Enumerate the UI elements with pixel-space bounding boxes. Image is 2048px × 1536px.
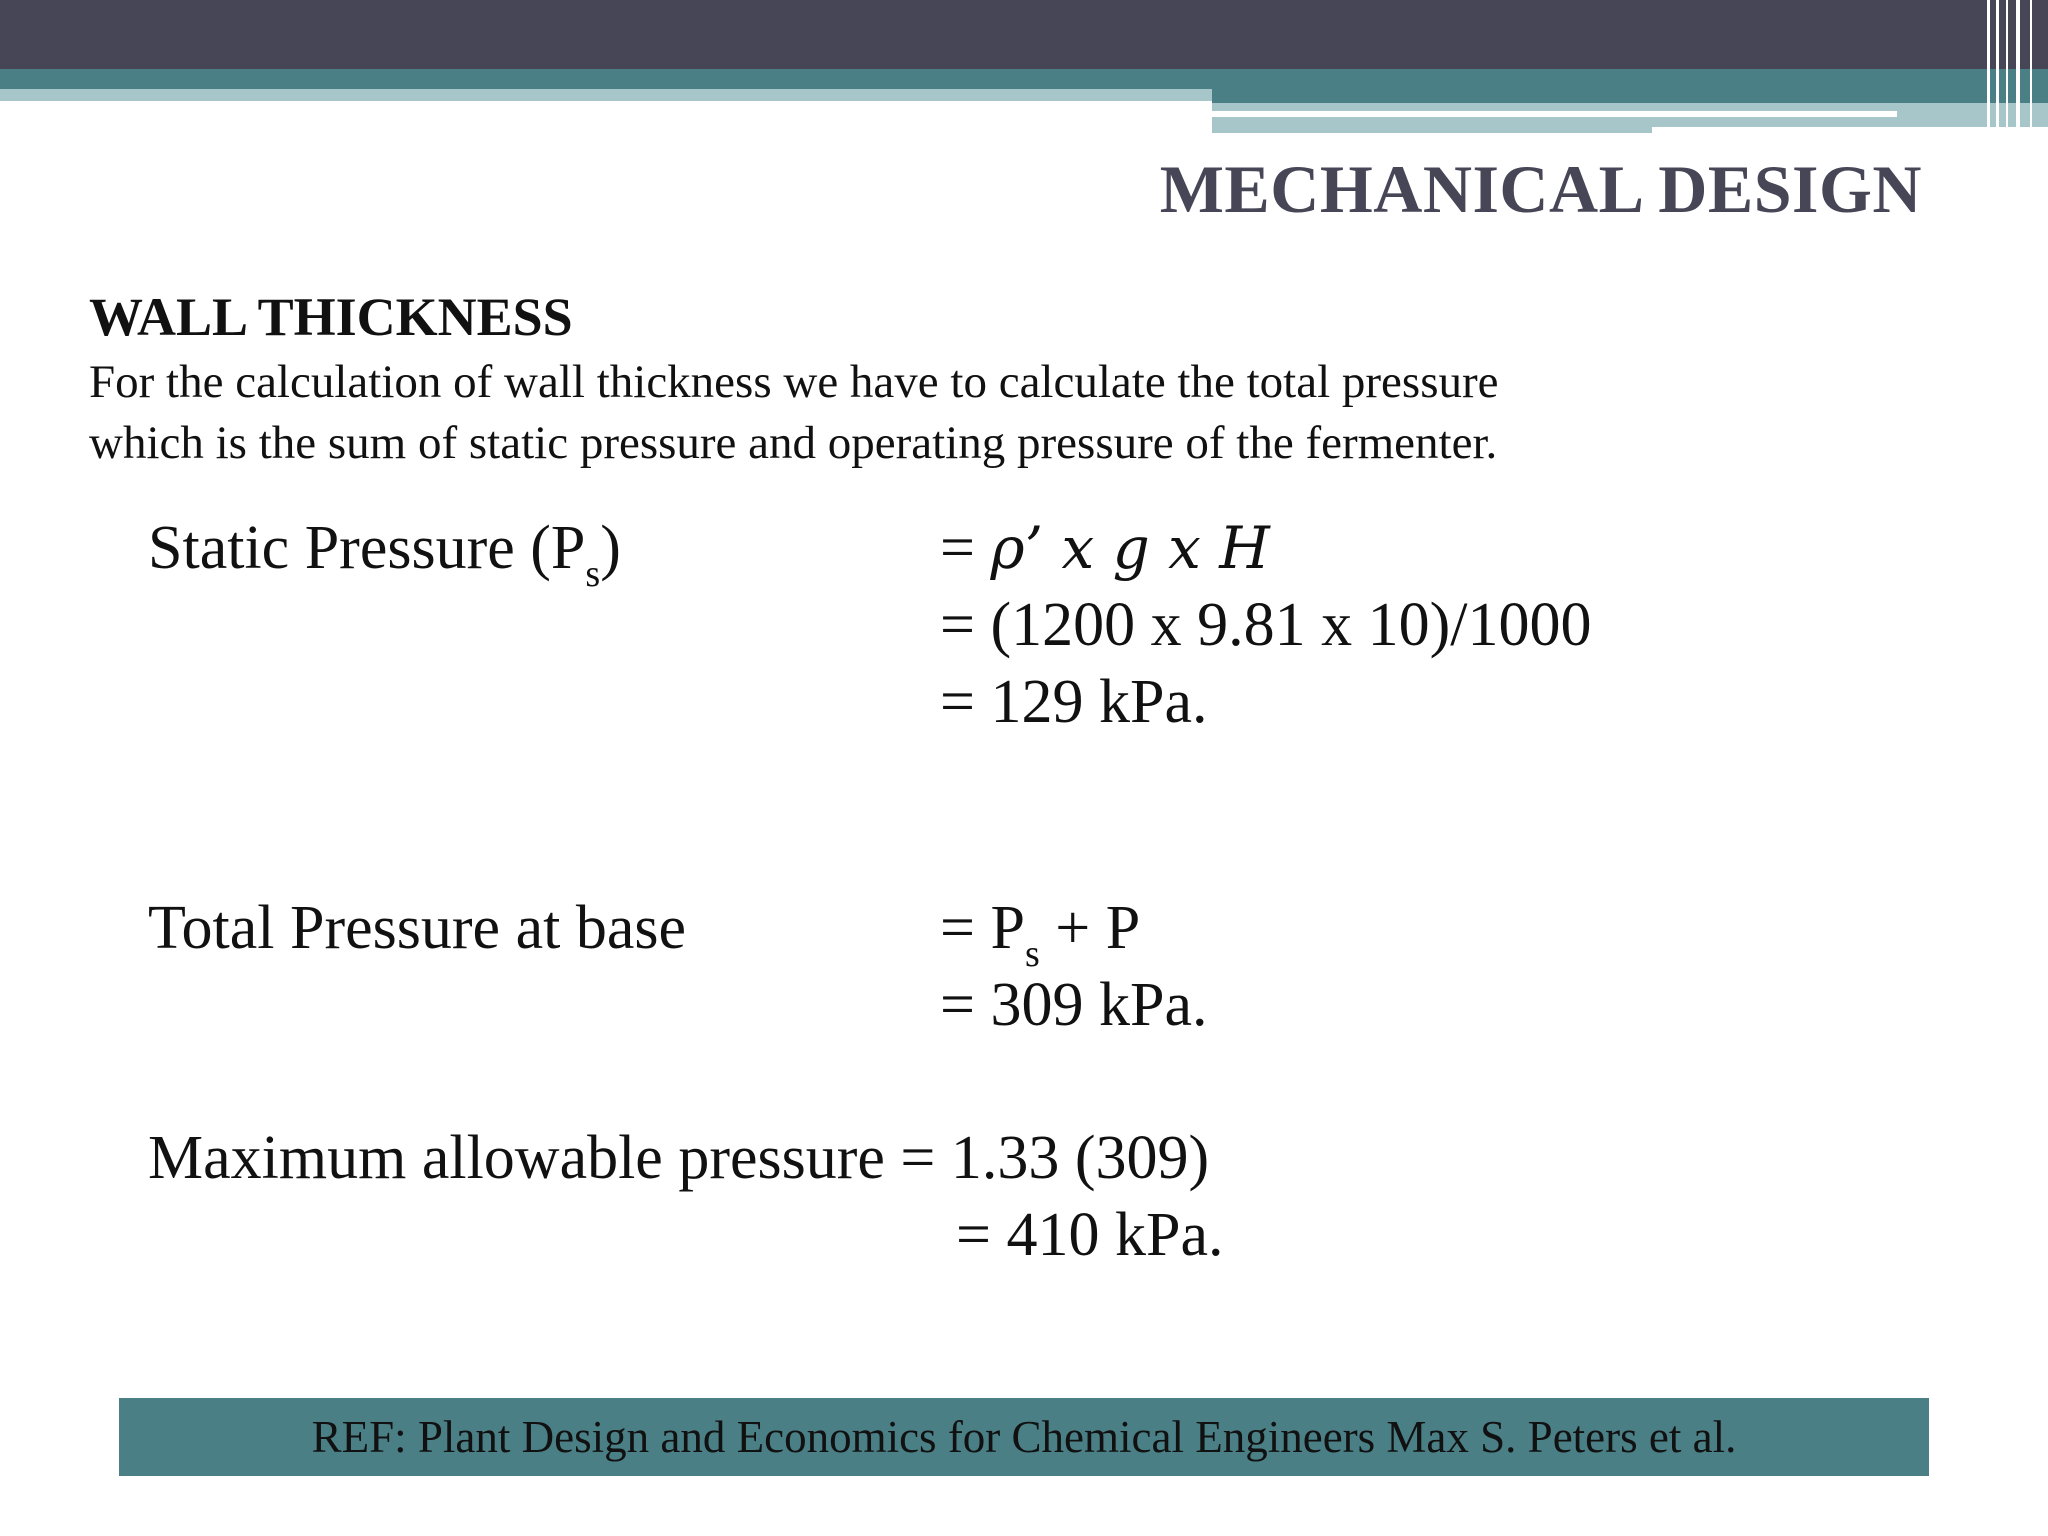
header-teal-bar [0,69,2048,89]
intro-paragraph [89,352,1969,474]
static-pressure-result: = 129 kPa. [940,668,1208,736]
intro-line: For the calculation of wall thickness we have to calculate the total pressure [89,356,1499,408]
reference-bar [119,1398,1929,1476]
max-pressure-result: = 410 kPa. [956,1201,1224,1269]
subscript-s: s [585,553,601,595]
static-pressure-label: Static Pressure $(P_s)$ [148,514,621,595]
total-pressure-formula: = $P_s + P$ [940,894,1141,975]
reference-text: REF: Plant Design and Economics for Chemical Engineers Max S. Peters et al. [311,1412,1737,1462]
static-pressure-substitution: = (1200 x 9.81 x 10)/1000 [940,591,1592,659]
header-stripe [2006,0,2008,138]
header-white-line [1212,111,1897,117]
slide-title: MECHANICAL DESIGN [1159,151,1922,227]
max-pressure-label: Maximum allowable pressure = 1.33 (309) [148,1124,1210,1192]
header-teal-bar-right [1212,89,2048,103]
intro-line: which is the sum of static pressure and operating pressure of the fermenter. [89,417,1498,469]
total-pressure-result: = 309 kPa. [940,971,1208,1039]
header-stripe [2016,0,2020,138]
header-stripe [1996,0,1999,138]
static-pressure-formula: = ρ’ x g x H [940,514,1270,582]
subscript-s: s [1024,933,1040,975]
total-pressure-label: Total Pressure at base [148,894,686,962]
density-formula: ρ’ x g x H [990,514,1270,582]
header-dark-bar [0,0,2048,69]
header-stripe [2030,0,2032,138]
section-heading: WALL THICKNESS [89,287,573,347]
header-light-bar-left [0,89,1212,101]
header-stripe [1987,0,1990,138]
